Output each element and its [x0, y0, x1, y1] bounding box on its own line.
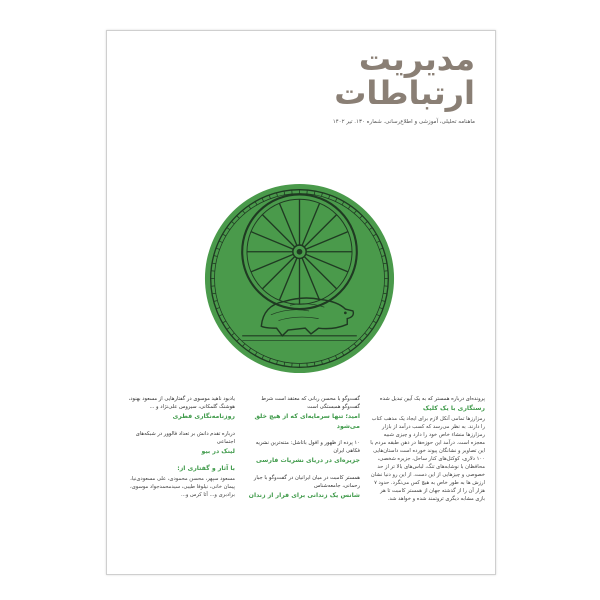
column-left	[120, 395, 235, 507]
story-kicker: یادبود ناهید موسوی در گفتارهایی از مسعود بهنود، هوشنگ گلمکانی، سیروس علی‌نژاد و ...	[128, 396, 235, 411]
story-body: رمزارزها تمامی آنکل لازم برای ایجاد یک مذهب کتاب را دارند. به نظر می‌رسد که کسب درآمد از بازار رمزارزها منشاء خاص خود را دارد و چیزی شبیه معجزه است. درآمد این حوزه‌ها در ذهن طبقه مردم با این تصاویر و نشانگان پیوند خورده است داستان‌هایی ۱۰۰ دلاری، کوکتل‌های کنار ساحل، جزیره شخصی، محافظان با نوشابه‌های تنگ، لباس‌های بالا تر از حد خصوصی و چیزهایی از این دست. از این رو دنیا نشان ارزش ها به طور خاص به هیچ کس می‌نگرد. حدود ۷ هزار آن را از گذشته جهان از همستر کامبت تا هر بازی مشابه دیگری ثروتمند شده و خواهد شد.	[370, 415, 485, 503]
story-kicker: درباره تقدم دانش بر تعداد فالوور در شبکه‌های اجتماعی	[135, 430, 235, 445]
column-right	[370, 395, 485, 511]
story-item[interactable]	[245, 439, 360, 466]
story-item[interactable]	[120, 395, 235, 422]
issue-info: ماهنامه تحلیلی، آموزشی و اطلاع‌رسانی. شماره ۱۳۰. تیر ۱۴۰۲	[332, 119, 475, 125]
story-headline: لینک در بیو	[201, 447, 235, 455]
magazine-cover	[106, 30, 496, 575]
story-kicker: پرونده‌ای درباره همستر که به یک آیین تبدیل شده	[379, 396, 485, 402]
story-headline: امید؛ تنها سرمایه‌ای که از هیچ خلق می‌شود	[254, 413, 360, 430]
story-item[interactable]	[370, 395, 485, 503]
masthead-line-2: ارتباطات	[334, 74, 475, 112]
story-headline: جزیره‌ای در دریای نشریات فارسی	[256, 457, 360, 465]
story-headline: روزنامه‌نگاری فطری	[172, 413, 235, 421]
hamster-wheel-seal-icon	[204, 183, 395, 374]
story-item[interactable]	[245, 395, 360, 431]
story-headline: شانس یک زندانی برای فرار از زندان	[248, 492, 360, 500]
contributors-list: مسعود سپهر، محسن محمودی، علی مسعودی‌نیا، پیمان خانی، نیلوفا طیبی، سیدمحمدجواد موسوی، برادبری و... آثا کرس و...	[130, 476, 235, 499]
contributors-heading: با آثار و گفتاری از:	[177, 465, 235, 473]
story-kicker: ۱۰ پرده از ظهور و افول باتاشل: متنه‌ترین نشریه فکاهی ایران	[255, 440, 360, 455]
story-kicker: همستر کامبت در میان ایرانیان در گفت‌وگو با جبار رحمانی، جامعه‌شناس	[253, 475, 360, 490]
contributors	[120, 464, 235, 499]
story-headline: رستگاری با یک کلیک	[422, 405, 485, 413]
story-kicker: گفت‌وگو با محسن ربانی که معتقد است شرط گفت‌وگو همبستگی است	[261, 396, 360, 411]
masthead-line-1: مدیریت	[358, 40, 475, 78]
masthead	[275, 40, 475, 112]
story-item[interactable]	[120, 430, 235, 457]
story-item[interactable]	[245, 474, 360, 501]
column-middle	[245, 395, 360, 509]
